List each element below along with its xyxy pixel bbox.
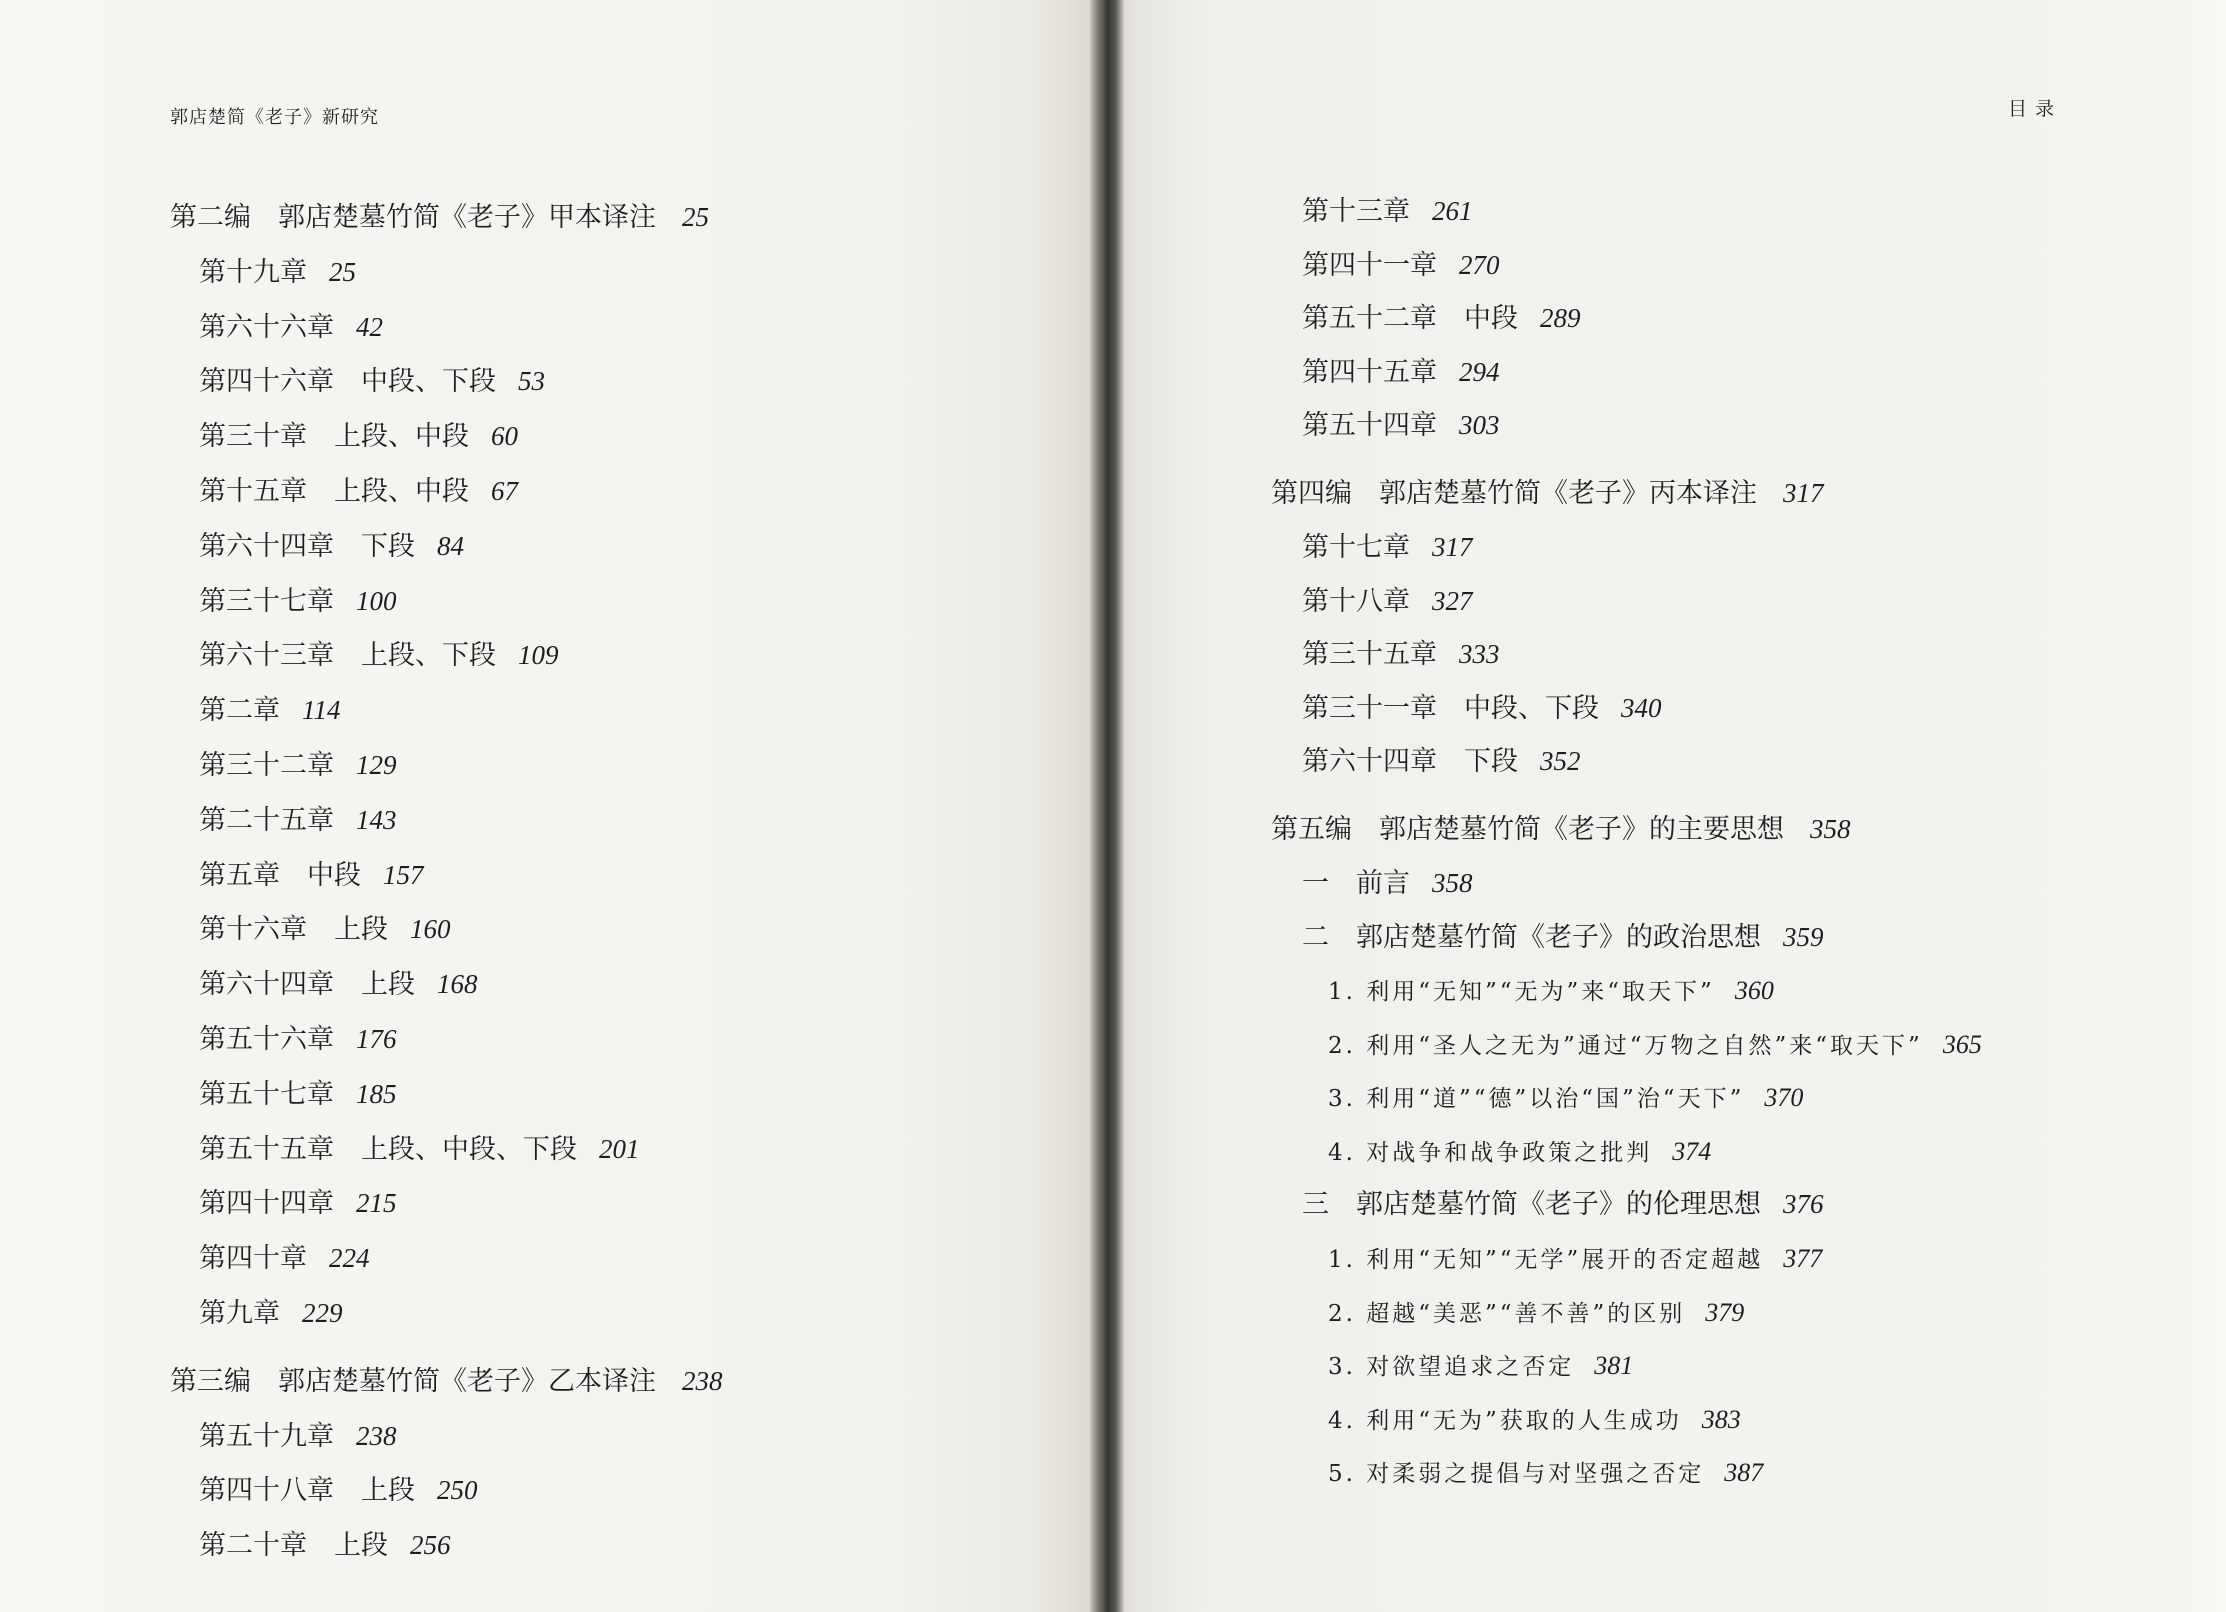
toc-entry-title: 3. 利用“道”“德”以治“国”治“天下” bbox=[1328, 1086, 1745, 1113]
toc-entry-page-number: 365 bbox=[1942, 1029, 1982, 1059]
toc-entry-page-number: 387 bbox=[1724, 1458, 1764, 1488]
toc-entry-page-number: 359 bbox=[1783, 921, 1824, 952]
toc-entry-title: 1. 利用“无知”“无学”展开的否定超越 bbox=[1328, 1247, 1764, 1274]
toc-entry-title: 4. 对战争和战争政策之批判 bbox=[1328, 1139, 1653, 1166]
toc-chapter-entry bbox=[170, 409, 723, 464]
toc-chapter-entry bbox=[170, 519, 723, 574]
toc-subsection-entry bbox=[1271, 1446, 1982, 1500]
toc-entry-title: 第五十六章 bbox=[199, 1023, 334, 1055]
toc-entry-page-number: 270 bbox=[1459, 249, 1500, 280]
toc-entry-page-number: 289 bbox=[1540, 303, 1581, 334]
toc-chapter-entry bbox=[1271, 628, 1982, 682]
toc-entry-title: 第四十章 bbox=[199, 1243, 307, 1275]
toc-entry-page-number: 303 bbox=[1459, 410, 1500, 441]
toc-entry-title: 第六十三章 上段、下段 bbox=[199, 640, 496, 672]
left-running-head: 郭店楚简《老子》新研究 bbox=[170, 107, 379, 128]
toc-entry-page-number: 383 bbox=[1701, 1404, 1741, 1434]
toc-entry-page-number: 25 bbox=[329, 256, 356, 287]
toc-entry-page-number: 60 bbox=[491, 421, 518, 452]
toc-entry-title: 第三十七章 bbox=[199, 585, 334, 617]
toc-entry-title: 2. 利用“圣人之无为”通过“万物之自然”来“取天下” bbox=[1328, 1032, 1923, 1059]
toc-entry-title: 第四编 郭店楚墓竹简《老子》丙本译注 bbox=[1271, 478, 1757, 510]
toc-chapter-entry bbox=[170, 1286, 723, 1341]
toc-chapter-entry bbox=[170, 902, 723, 957]
toc-chapter-entry bbox=[170, 957, 723, 1012]
right-table-of-contents bbox=[1271, 185, 1982, 1500]
toc-entry-title: 2. 超越“美恶”“善不善”的区别 bbox=[1328, 1300, 1686, 1327]
toc-entry-page-number: 317 bbox=[1432, 531, 1473, 562]
toc-entry-title: 第五章 中段 bbox=[199, 859, 361, 891]
toc-entry-page-number: 176 bbox=[356, 1023, 397, 1054]
toc-chapter-entry bbox=[1271, 575, 1982, 629]
toc-entry-page-number: 114 bbox=[302, 695, 341, 726]
toc-chapter-entry bbox=[1271, 346, 1982, 400]
toc-chapter-entry bbox=[170, 1012, 723, 1067]
toc-entry-title: 第三十二章 bbox=[199, 749, 334, 781]
toc-chapter-entry bbox=[170, 628, 723, 683]
toc-entry-page-number: 360 bbox=[1734, 976, 1774, 1006]
toc-entry-page-number: 201 bbox=[599, 1133, 640, 1164]
toc-entry-page-number: 294 bbox=[1459, 356, 1500, 387]
toc-subsection-entry bbox=[1271, 1393, 1982, 1447]
toc-entry-page-number: 100 bbox=[356, 585, 397, 616]
toc-entry-title: 第二十五章 bbox=[199, 804, 334, 836]
toc-entry-title: 第六十四章 上段 bbox=[199, 969, 415, 1001]
toc-entry-title: 第三十一章 中段、下段 bbox=[1302, 692, 1599, 724]
toc-entry-title: 第十六章 上段 bbox=[199, 914, 388, 946]
toc-entry-title: 第二编 郭店楚墓竹简《老子》甲本译注 bbox=[170, 202, 656, 233]
toc-entry-title: 二 郭店楚墓竹简《老子》的政治思想 bbox=[1302, 921, 1761, 953]
toc-entry-page-number: 185 bbox=[356, 1078, 397, 1109]
toc-subsection-entry bbox=[1271, 1125, 1982, 1179]
toc-entry-title: 3. 对欲望追求之否定 bbox=[1328, 1354, 1575, 1381]
toc-entry-page-number: 358 bbox=[1810, 814, 1851, 845]
toc-entry-page-number: 358 bbox=[1432, 867, 1473, 898]
toc-chapter-entry bbox=[1271, 239, 1982, 293]
toc-chapter-entry bbox=[1271, 521, 1982, 575]
toc-entry-title: 第二十章 上段 bbox=[199, 1530, 388, 1562]
toc-chapter-entry bbox=[170, 354, 723, 409]
toc-chapter-entry bbox=[170, 793, 723, 848]
toc-chapter-entry bbox=[1271, 1178, 1982, 1232]
toc-entry-page-number: 53 bbox=[518, 366, 545, 397]
toc-entry-title: 第十五章 上段、中段 bbox=[199, 475, 469, 507]
book-spine-gutter bbox=[1090, 0, 1124, 1612]
toc-entry-page-number: 374 bbox=[1672, 1136, 1712, 1166]
toc-entry-page-number: 377 bbox=[1783, 1244, 1823, 1274]
toc-chapter-entry bbox=[1271, 911, 1982, 965]
toc-chapter-entry bbox=[170, 1067, 723, 1122]
toc-entry-title: 第四十八章 上段 bbox=[199, 1475, 415, 1507]
toc-entry-title: 第五十七章 bbox=[199, 1078, 334, 1110]
toc-chapter-entry bbox=[170, 1176, 723, 1231]
toc-chapter-entry bbox=[170, 574, 723, 629]
toc-chapter-entry bbox=[170, 1518, 723, 1573]
toc-entry-title: 第三十章 上段、中段 bbox=[199, 421, 469, 453]
toc-part-entry bbox=[170, 190, 723, 245]
toc-entry-title: 第三十五章 bbox=[1302, 639, 1437, 671]
toc-entry-title: 第五十四章 bbox=[1302, 410, 1437, 442]
toc-part-entry bbox=[170, 1354, 723, 1409]
toc-entry-page-number: 238 bbox=[682, 1365, 723, 1396]
toc-entry-page-number: 215 bbox=[356, 1188, 397, 1219]
toc-chapter-entry bbox=[1271, 292, 1982, 346]
toc-entry-title: 第二章 bbox=[199, 695, 280, 727]
toc-entry-title: 第六十四章 下段 bbox=[1302, 746, 1518, 778]
toc-entry-page-number: 340 bbox=[1621, 692, 1662, 723]
toc-subsection-entry bbox=[1271, 1339, 1982, 1393]
toc-entry-title: 第十七章 bbox=[1302, 531, 1410, 563]
toc-entry-title: 第十八章 bbox=[1302, 585, 1410, 617]
toc-entry-title: 4. 利用“无为”获取的人生成功 bbox=[1328, 1407, 1682, 1434]
toc-entry-page-number: 381 bbox=[1594, 1351, 1634, 1381]
toc-entry-title: 第五十九章 bbox=[199, 1420, 334, 1452]
toc-entry-title: 第四十六章 中段、下段 bbox=[199, 366, 496, 398]
toc-entry-page-number: 333 bbox=[1459, 639, 1500, 670]
toc-entry-page-number: 379 bbox=[1705, 1297, 1745, 1327]
toc-entry-page-number: 250 bbox=[437, 1475, 478, 1506]
toc-chapter-entry bbox=[170, 245, 723, 300]
toc-chapter-entry bbox=[170, 464, 723, 519]
toc-subsection-entry bbox=[1271, 964, 1982, 1018]
toc-entry-title: 第四十五章 bbox=[1302, 356, 1437, 388]
toc-entry-page-number: 376 bbox=[1783, 1189, 1824, 1220]
toc-entry-page-number: 370 bbox=[1764, 1083, 1804, 1113]
toc-chapter-entry bbox=[170, 1463, 723, 1518]
toc-chapter-entry bbox=[1271, 857, 1982, 911]
toc-entry-page-number: 143 bbox=[356, 804, 397, 835]
toc-subsection-entry bbox=[1271, 1286, 1982, 1340]
toc-entry-title: 第三编 郭店楚墓竹简《老子》乙本译注 bbox=[170, 1365, 656, 1397]
toc-entry-page-number: 224 bbox=[329, 1243, 370, 1274]
toc-chapter-entry bbox=[170, 1409, 723, 1464]
toc-entry-title: 一 前言 bbox=[1302, 867, 1410, 899]
toc-chapter-entry bbox=[1271, 682, 1982, 736]
toc-chapter-entry bbox=[1271, 185, 1982, 239]
toc-entry-page-number: 261 bbox=[1432, 196, 1473, 226]
toc-entry-page-number: 352 bbox=[1540, 746, 1581, 777]
toc-entry-page-number: 327 bbox=[1432, 585, 1473, 616]
toc-part-entry bbox=[1271, 467, 1982, 521]
toc-entry-page-number: 168 bbox=[437, 969, 478, 1000]
toc-subsection-entry bbox=[1271, 1071, 1982, 1125]
toc-entry-page-number: 317 bbox=[1783, 478, 1824, 509]
toc-entry-page-number: 42 bbox=[356, 311, 383, 342]
toc-entry-page-number: 129 bbox=[356, 749, 397, 780]
toc-entry-title: 第九章 bbox=[199, 1297, 280, 1329]
toc-entry-title: 第四十一章 bbox=[1302, 249, 1437, 281]
toc-entry-page-number: 229 bbox=[302, 1297, 343, 1328]
right-running-head: 目 录 bbox=[2008, 98, 2056, 120]
toc-subsection-entry bbox=[1271, 1018, 1982, 1072]
left-table-of-contents bbox=[170, 190, 723, 1573]
toc-entry-page-number: 84 bbox=[437, 530, 464, 561]
toc-entry-title: 第五十二章 中段 bbox=[1302, 303, 1518, 335]
toc-entry-title: 第六十六章 bbox=[199, 311, 334, 343]
toc-entry-title: 三 郭店楚墓竹简《老子》的伦理思想 bbox=[1302, 1189, 1761, 1221]
toc-entry-page-number: 160 bbox=[410, 914, 451, 945]
toc-entry-title: 1. 利用“无知”“无为”来“取天下” bbox=[1328, 979, 1715, 1006]
toc-entry-page-number: 109 bbox=[518, 640, 559, 671]
toc-entry-page-number: 256 bbox=[410, 1530, 451, 1561]
toc-entry-page-number: 238 bbox=[356, 1420, 397, 1451]
toc-chapter-entry bbox=[170, 1231, 723, 1286]
toc-entry-page-number: 157 bbox=[383, 859, 424, 890]
toc-part-entry bbox=[1271, 803, 1982, 857]
toc-entry-title: 第十九章 bbox=[199, 256, 307, 288]
toc-chapter-entry bbox=[170, 1122, 723, 1177]
toc-chapter-entry bbox=[170, 683, 723, 738]
toc-entry-title: 第十三章 bbox=[1302, 196, 1410, 227]
toc-entry-title: 第四十四章 bbox=[199, 1188, 334, 1220]
toc-chapter-entry bbox=[170, 848, 723, 903]
toc-entry-title: 第五编 郭店楚墓竹简《老子》的主要思想 bbox=[1271, 814, 1784, 846]
toc-subsection-entry bbox=[1271, 1232, 1982, 1286]
toc-entry-page-number: 67 bbox=[491, 475, 518, 506]
toc-entry-title: 5. 对柔弱之提倡与对坚强之否定 bbox=[1328, 1461, 1705, 1488]
toc-entry-page-number: 25 bbox=[682, 202, 709, 232]
toc-chapter-entry bbox=[1271, 399, 1982, 453]
toc-entry-title: 第五十五章 上段、中段、下段 bbox=[199, 1133, 577, 1165]
toc-chapter-entry bbox=[170, 738, 723, 793]
toc-chapter-entry bbox=[170, 300, 723, 355]
toc-chapter-entry bbox=[1271, 735, 1982, 789]
toc-entry-title: 第六十四章 下段 bbox=[199, 530, 415, 562]
